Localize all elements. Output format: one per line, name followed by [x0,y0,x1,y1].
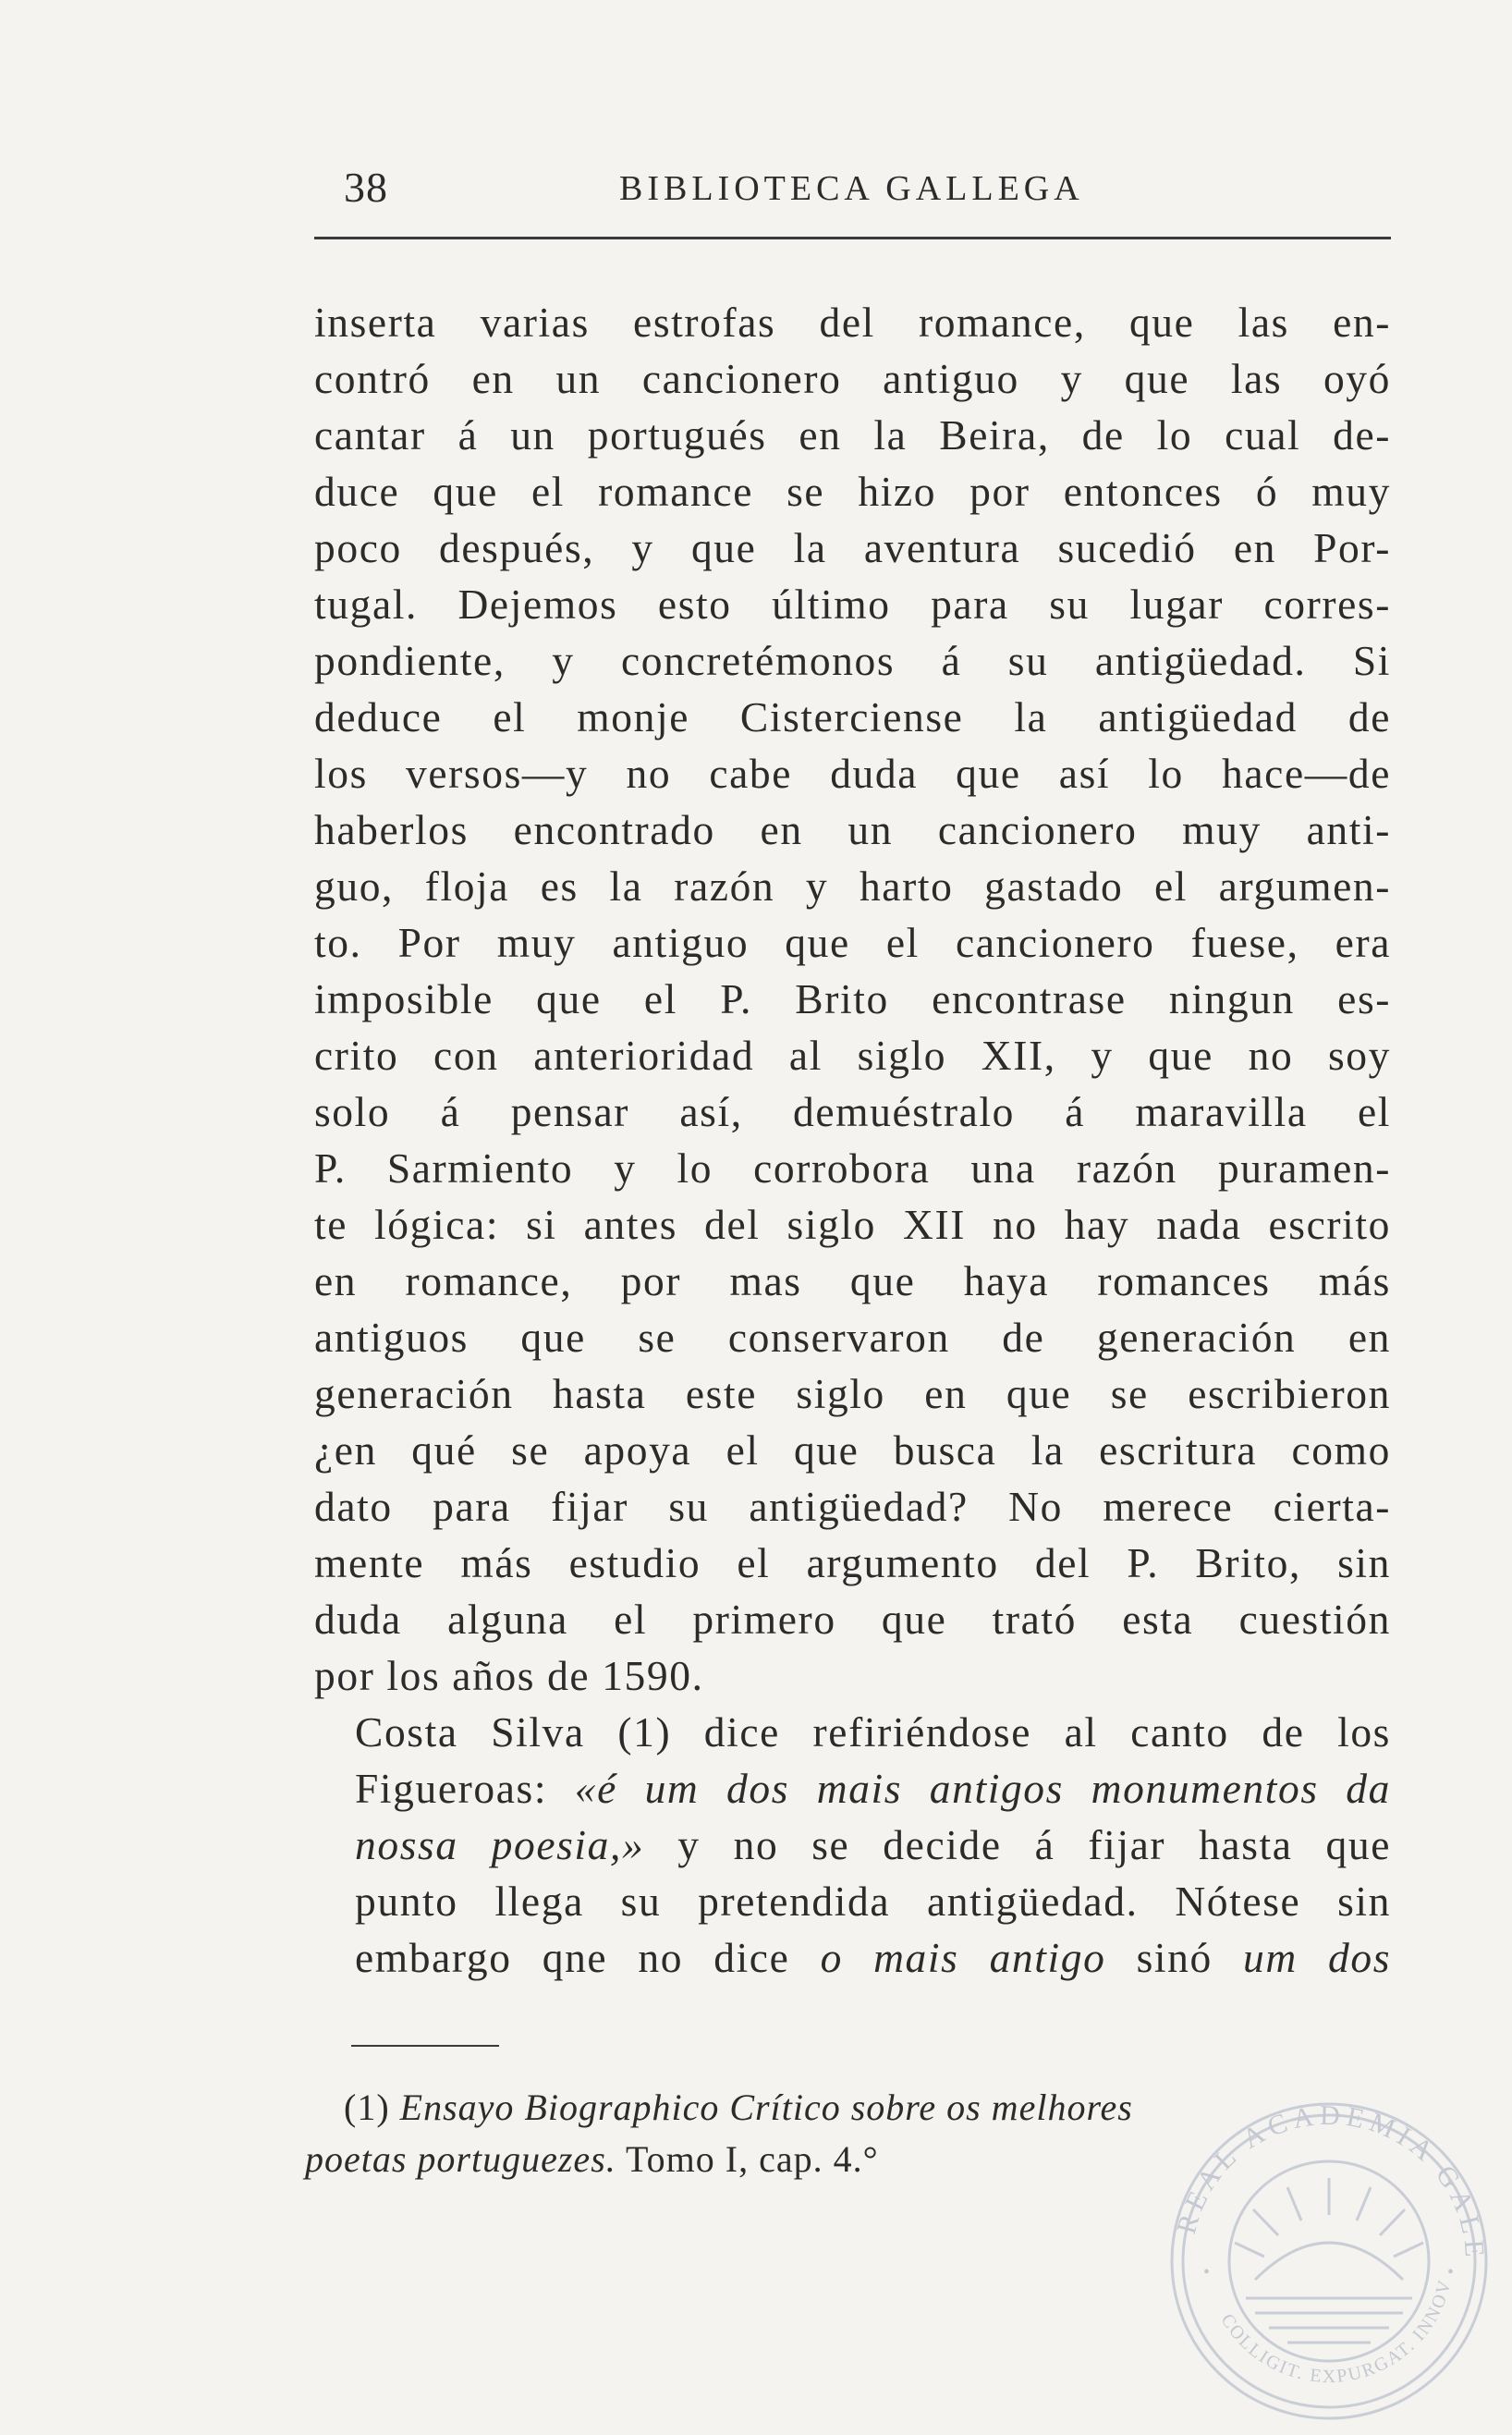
portuguese-quote: «é um dos mais antigos monumentos da [574,1765,1391,1812]
svg-text:REAL ACADEMIA GALEGA [1153,2095,1490,2263]
library-stamp [1153,2095,1505,2428]
paragraph-1 [314,294,1391,1704]
text-run: sinó [1105,1934,1244,1981]
paragraph-2 [314,1704,1391,1986]
text-line: en romance, por mas que haya romances más [314,1257,1391,1304]
footnote-title: poetas portuguezes. [305,2138,616,2180]
page-number: 38 [344,164,388,211]
text-line: imposible que el P. Brito encontrase ningun es- [314,975,1391,1022]
text-run: Figueroas: [355,1765,575,1812]
text-run: y no se decide á fijar hasta que [644,1821,1392,1868]
text-line: duce que el romance se hizo por entonces ó muy [314,468,1391,515]
body-text [314,294,1391,1986]
text-line: cantar á un portugués en la Beira, de lo cual de- [314,411,1391,459]
footnote-reference: Tomo I, cap. 4.° [616,2138,879,2180]
text-line: haberlos encontrado en un cancionero muy anti- [314,806,1391,853]
text-line: guo, floja es la razón y harto gastado el argumen- [314,863,1391,910]
text-line: contró en un cancionero antiguo y que las oyó [314,355,1391,402]
footnote-marker: (1) [344,2086,400,2128]
text-line: crito con anterioridad al siglo XII, y que no soy [314,1032,1391,1079]
text-line: punto llega su pretendida antigüedad. Nótese sin [355,1878,1391,1925]
footnote-title: Ensayo Biographico Crítico sobre os melhores [399,2086,1133,2128]
text-line: ¿en qué se apoya el que busca la escritura como [314,1426,1391,1474]
stamp-top-text: REAL ACADEMIA GALE [1171,2099,1491,2264]
text-line: P. Sarmiento y lo corrobora una razón puramen- [314,1144,1391,1192]
text-line: pondiente, y concretémonos á su antigüedad. Si [314,637,1391,684]
portuguese-quote-end: nossa poesia,» [355,1821,645,1868]
text-line [314,1760,1391,1817]
text-line: dato para fijar su antigüedad? No merece cierta- [314,1483,1391,1530]
text-line: poco después, y que la aventura sucedió en Por- [314,524,1391,571]
text-line: solo á pensar así, demuéstralo á maravilla el [314,1088,1391,1135]
running-head [314,155,1391,220]
text-line: te lógica: si antes del siglo XII no hay nada escrito [314,1201,1391,1248]
text-line: generación hasta este siglo en que se escribieron [314,1370,1391,1417]
text-line: Costa Silva (1) dice refiriéndose al canto de los [355,1708,1391,1756]
text-line: por los años de 1590. [314,1652,704,1699]
svg-text:•: • [1447,2262,1455,2282]
text-line: inserta varias estrofas del romance, que las en- [314,299,1391,346]
text-line: to. Por muy antiguo que el cancionero fuese, era [314,919,1391,966]
text-line: los versos—y no cabe duda que así lo hace—de [314,750,1391,797]
text-line [314,1929,1391,1986]
text-line: mente más estudio el argumento del P. Brito, sin [314,1539,1391,1586]
text-line: duda alguna el primero que trató esta cuestión [314,1596,1391,1643]
text-line [314,1817,1391,1873]
svg-text:•: • [1203,2262,1211,2282]
footnote-rule [351,2045,499,2047]
text-line: antiguos que se conservaron de generación en [314,1314,1391,1361]
header-rule [314,237,1391,239]
text-line: deduce el monje Cisterciense la antigüedad de [314,693,1391,740]
italic-phrase: o mais antigo [820,1934,1106,1981]
text-line: tugal. Dejemos esto último para su lugar corres- [314,581,1391,628]
running-title: BIBLIOTECA GALLEGA [619,169,1084,208]
text-run: embargo qne no dice [355,1934,821,1981]
stamp-bottom-text: COLLIGIT. EXPURGAT. INNOV [1216,2279,1456,2387]
italic-phrase: um dos [1243,1934,1392,1981]
